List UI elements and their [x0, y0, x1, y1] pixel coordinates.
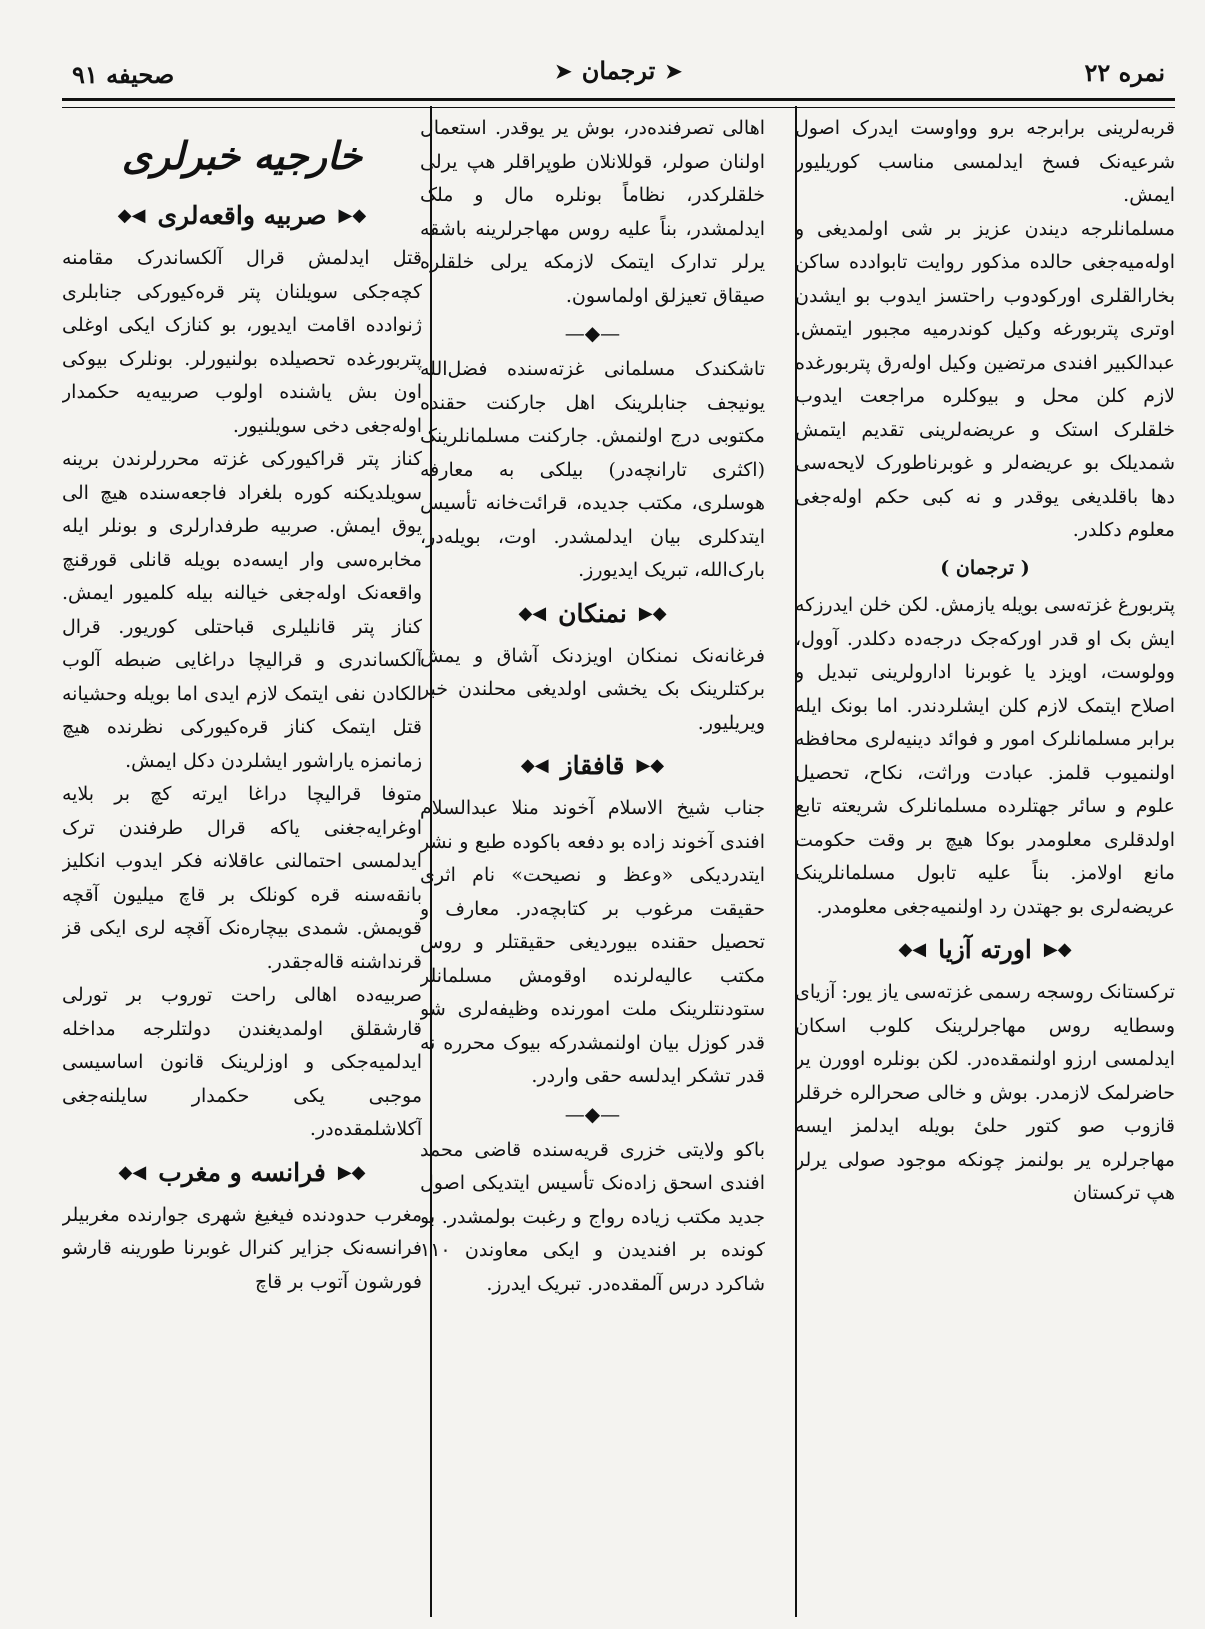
article-paragraph: کناز پتر قراکیورکی غزته محررلرندن برینه سویلدیکنه کوره بلغراد فاجعه‌سنده هیچ الی یوق ایمش. صربیه طرفدارلری و بونلر ایله مخابره‌سی وار ایسه‌ده بویله قانلی قورقنچ واقعه‌نک اوله‌جغی خیالنه بیله کلمیور ایمش. کناز پتر قانلیلری قباحتلی کوریور. قرال آلکساندری و قرالیچا دراغایی ضبطه آلوب الکادن نفی ایتمک لازم ایدی اما بویله وحشیانه قتل ایتمک کناز قره‌کیورکی نظرنده هیچ زمانمزه یاراشور ایشلردن دکل ایمش. [62, 448, 422, 772]
ornament-icon: ◀◆ [898, 939, 927, 960]
masthead [555, 56, 682, 85]
article-paragraph: قربه‌لرینی برابرجه برو وواوست ایدرک اصول شرعیه‌نک فسخ ایدلمسی مناسب کوریلیور ایمش. [795, 117, 1175, 206]
article-paragraph: اهالی تصرفنده‌در، بوش یر یوقدر. استعمال اولنان صولر، قوللانلان طوپراقلر هپ یرلی خلقلرکدر، نظاماً بونلره مال و ملک ایدلمشدر، بناً علیه روس مهاجرلرینه باشقه یرلر تدارک ایتمک لازمکه یرلی خلقلره صیقاق تعیزلق اولماسون. [420, 117, 765, 307]
page-number: صحیفه ۹۱ [72, 60, 175, 89]
article-paragraph: مغرب حدودنده فیغیغ شهری جوارنده مغربیلر فرانسه‌نک جزایر کنرال غوبرنا طورینه قارشو فورشون آتوب بر قاچ [62, 1203, 422, 1293]
heading-text: فرانسه و مغرب [158, 1157, 326, 1187]
ornament-icon: ◆▶ [636, 755, 665, 776]
heading-text: نمنکان [558, 598, 627, 628]
ornament-icon: ◆▶ [638, 602, 667, 624]
ornament-icon: ◀◆ [520, 755, 549, 776]
column-left [62, 112, 422, 1617]
ornament-icon: ◀◆ [117, 205, 146, 226]
issue-number: نمره ۲۲ [1084, 58, 1165, 87]
masthead-title: ترجمان [581, 56, 656, 85]
separator-ornament-icon: —◆— [564, 1101, 621, 1126]
article-paragraph: متوفا قرالیچا دراغا ایرته کچ بر بلایه اوغرایه‌جغنی یاکه قرال طرفندن ترک ایدلمسی احتمالنی عاقلانه فکر ایدوب انکلیز بانقه‌سنه قره کونلک بر قاچ میلیون آقچه قویمش. شمدی بیچاره‌نک آقچه لری ایکی قز قرنداشنه قاله‌جقدر. [62, 783, 422, 973]
masthead-ornament-right-icon: ➤ [554, 58, 572, 83]
header-rule [62, 98, 1175, 108]
article-paragraph: جناب شیخ الاسلام آخوند منلا عبدالسلام افندی آخوند زاده بو دفعه باکوده طبع و نشر ایتدردیکی «وعظ و نصیحت» نام اثری حقیقت مرغوب بر کتابچه‌در. معارف و تحصیل حقنده بیوردیغی حقیقتلر و روس مکتب عالیه‌لرنده اوقومش مسلمانلر ستودنتلرینک ملت امورنده وظیفه‌لری شو قدر کوزل بیان اولنمشدرکه بیوک محرره نه قدر تشکر ایدلسه حقی واردر. [420, 797, 765, 1087]
article-paragraph: باکو ولایتی خزری قریه‌سنده قاضی محمد افندی اسحق زاده‌نک تأسیس ایتدیکی اصول جدید مکتب زیاده رواج و رغبت بولمشدر. بو کونده بر افندیدن و ایکی معاوندن ۱۱۰ شاکرد درس آلمقده‌در. تبریک ایدرز. [420, 1138, 765, 1295]
ornament-icon: ◀◆ [118, 1161, 147, 1183]
section-title: خارجیه خبرلری [121, 133, 363, 178]
separator-ornament-icon: —◆— [564, 321, 621, 345]
article-paragraph: پتربورغ غزته‌سی بویله یازمش. لکن خلن ایدرزکه ایش بک او قدر اورکه‌جک درجه‌ده دکلدر. آوول، وولوست، اویزد یا غوبرنا ادارولرینی تبدیل و اصلاح ایتمک لازم کلن ایشلردندر. اما بونک ایله برابر مسلمانلرک امور و فوائد دینیه‌لری محافظه اولنمیوب قلمز. عبادت وراثت، نکاح، تحصیل علوم و سائر جهتلرده مسلمانلرک شریعته تابع اولدقلری معلومدر بوکا هیچ بر وقت حکومت مانع اولامز. بناً علیه تابول مسلمانلرینک عریضه‌لری بو جهتدن رد اولنمیه‌جغی معلومدر. [795, 594, 1175, 918]
heading-text: قافقاز [560, 751, 625, 780]
article-paragraph: صربیه‌ده اهالی راحت توروب بر تورلی قارشقلق اولمدیغندن دولتلرجه مداخله ایدلمیه‌جکی و اوزلرینک قانون اساسیسی موجبی یکی حکمدار سایلنه‌جغی آکلاشلمقده‌در. [62, 984, 422, 1140]
section-heading [795, 930, 1175, 970]
heading-text: اورته آزیا [938, 935, 1032, 964]
page-header [62, 28, 1175, 98]
signature: ( ترجمان ) [940, 556, 1030, 579]
article-paragraph: تاشکندک مسلمانی غزته‌سنده فضل‌الله یونیجف جنابلرینک اهل جارکنت حقنده مکتوبی درج اولنمش. جارکنت مسلمانلرینک (اکثری تارانچه‌در) بیلکی به معارفه هوسلری، مکتب جدیده، قرائت‌خانه تأسیس ایتدکلری بیان ایدلمشدر. اوت، بویله‌در، بارک‌الله، تبریک ایدیورز. [420, 358, 765, 581]
ornament-icon: ◆▶ [1043, 939, 1072, 960]
article-paragraph: قتل ایدلمش قرال آلکساندرک مقامنه کچه‌جکی سویلنان پتر قره‌کیورکی جنابلری ژنوادده اقامت ایدیور، بو کنازک ایکی اوغلی پتربورغده تحصیلده بولنیورلر. بونلرک بیوکی اون بش یاشنده اولوب صربیه‌یه حکمدار اوله‌جغی دخی سویلنیور. [62, 247, 422, 437]
ornament-icon: ◆▶ [338, 205, 367, 226]
ornament-icon: ◆▶ [337, 1161, 366, 1183]
section-heading [420, 746, 765, 786]
article-paragraph: فرغانه‌نک نمنکان اویزدنک آشاق و یمش برکتلرینک بک یخشی اولدیغی محلندن خبر ویریلیور. [420, 644, 765, 734]
column-middle [420, 112, 765, 1617]
section-heading [62, 196, 422, 236]
column-right [795, 112, 1175, 1617]
heading-text: صربیه واقعه‌لری [157, 201, 327, 230]
ornament-icon: ◀◆ [518, 602, 547, 624]
section-heading [62, 1153, 422, 1193]
article-paragraph: مسلمانلرجه دیندن عزیز بر شی اولمدیغی و اوله‌میه‌جغی حالده مذکور روایت تابوادده ساکن بخارالقلری اورکودوب راحتسز ایدوب بو ایشدن اوتری پتربورغه وکیل کوندرمیه مجبور ایتمش. عبدالکبیر افندی مرتضین وکیل اوله‌رق پتربورغده لازم کلن محل و بیوکلره مراجعت ایدوب خلقلرک استک و عریضه‌لرینی تقدیم ایتمش شمدیلک بو عریضه‌لر و غوبرناطورک لایحه‌سی دها باقلدیغی یوقدر و نه کبی حکم اوله‌جغی معلوم دکلدر. [795, 217, 1175, 541]
masthead-ornament-left-icon: ➤ [665, 58, 683, 83]
article-paragraph: ترکستانک روسجه رسمی غزته‌سی یاز یور: آزیای وسطایه روس مهاجرلرینک کلوب اسکان ایدلمسی ارزو اولنمقده‌در. لکن بونلره اوورن یر حاضرلمک لازمدر. بوش و خالی صحرالره خرقلر قازوب صو کتور حلیٔ بویله ایدلمز ایسه مهاجرلره یر بولنمز چونکه موجود صولی یرلر هپ ترکستان [795, 981, 1175, 1204]
section-heading [420, 594, 765, 634]
